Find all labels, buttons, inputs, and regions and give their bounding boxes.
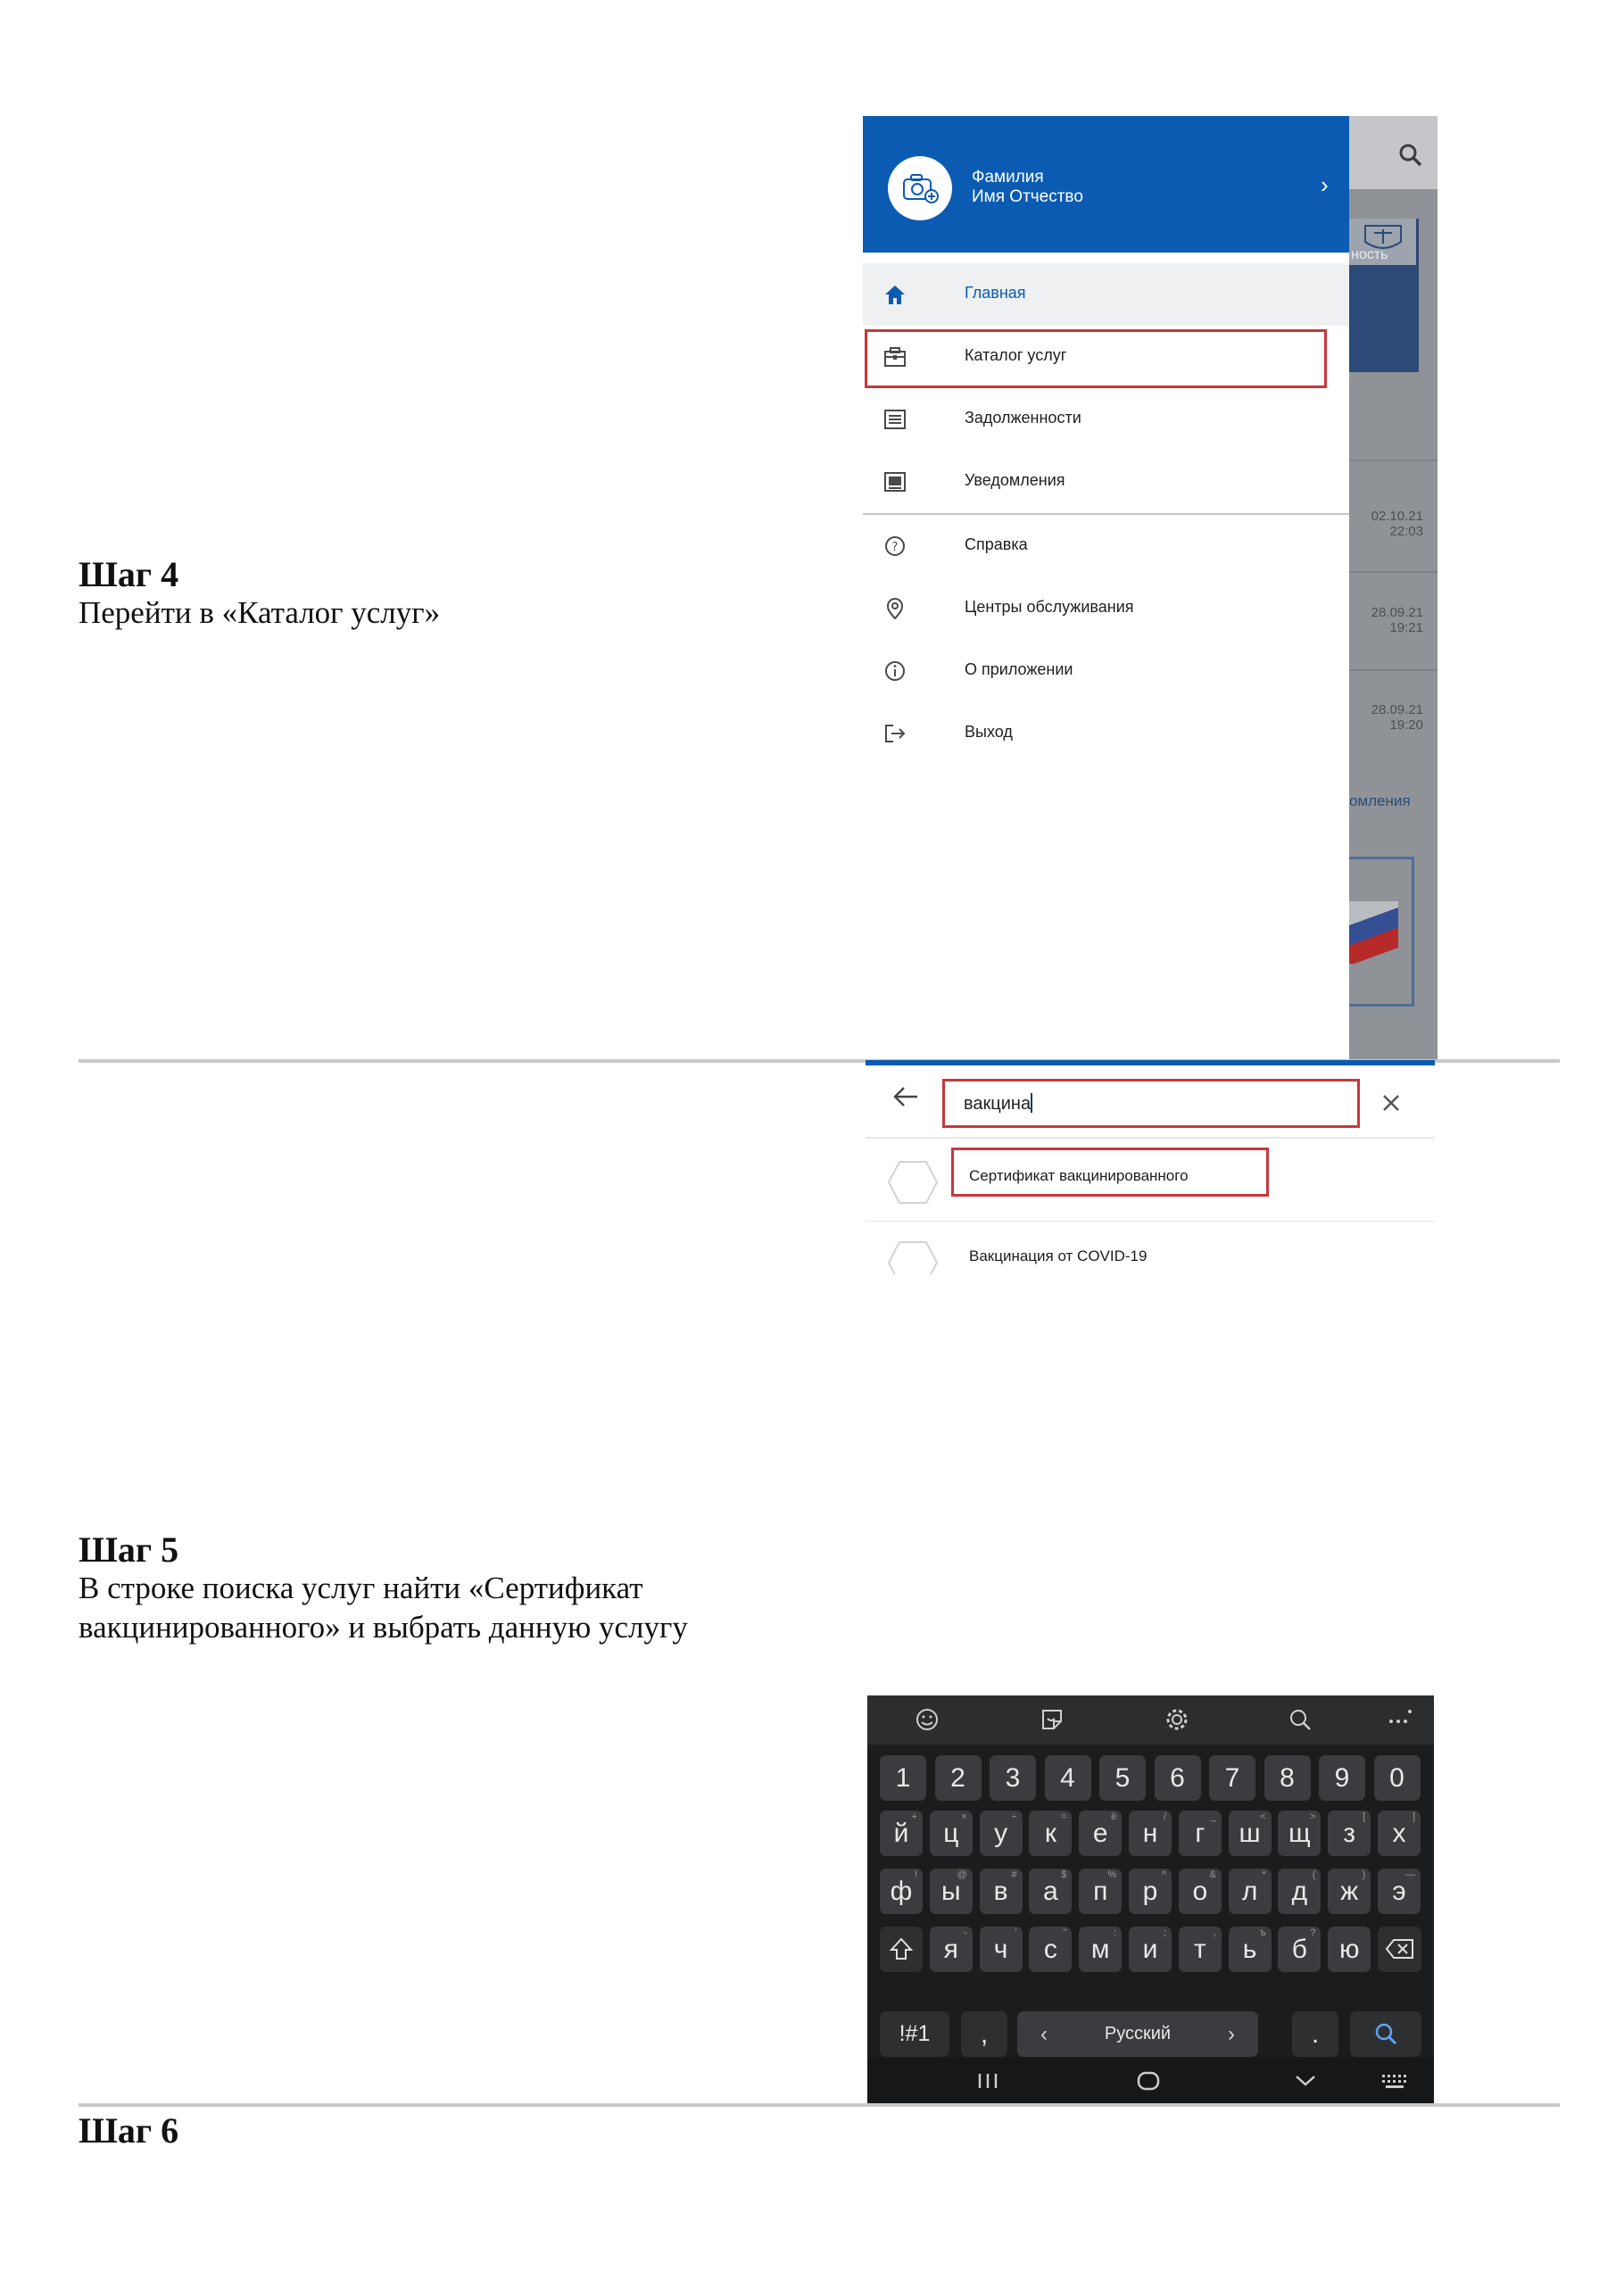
- key-secondary-label: ъ: [1259, 1927, 1266, 1938]
- symbols-key[interactable]: !#1: [880, 2011, 949, 2057]
- key-label: 9: [1334, 1763, 1350, 1793]
- home-button-icon[interactable]: [1135, 2070, 1162, 2092]
- key-secondary-label: [: [1363, 1811, 1366, 1822]
- letter-key[interactable]: [1129, 1869, 1172, 1914]
- letter-key[interactable]: [1229, 1927, 1272, 1972]
- flag-ribbon-image: [1349, 901, 1398, 964]
- user-last-name: Фамилия: [972, 168, 1044, 186]
- key-label: н: [1142, 1819, 1158, 1848]
- chevron-right-icon: ›: [1228, 2022, 1235, 2046]
- background-date: 28.09.21 19:21: [1371, 605, 1423, 635]
- avatar[interactable]: [888, 156, 952, 220]
- menu-item-debts[interactable]: [863, 388, 1349, 451]
- space-bar-label: Русский: [1104, 2024, 1172, 2043]
- key-label: 2: [950, 1763, 965, 1793]
- letter-key[interactable]: [930, 1927, 973, 1972]
- background-link: омления: [1349, 792, 1411, 809]
- letter-key[interactable]: [930, 1811, 973, 1856]
- key-secondary-label: >: [1309, 1811, 1316, 1822]
- key-secondary-label: (: [1312, 1869, 1316, 1880]
- key-label: е: [1092, 1819, 1108, 1848]
- key-label: ф: [890, 1877, 913, 1906]
- key-label: п: [1093, 1877, 1108, 1906]
- key-secondary-label: =: [1060, 1811, 1067, 1822]
- menu-item-logout[interactable]: [863, 702, 1349, 765]
- hide-keyboard-icon[interactable]: [1292, 2070, 1319, 2092]
- key-label: о: [1192, 1877, 1208, 1906]
- key-label: ь: [1242, 1935, 1257, 1964]
- section-divider: [79, 2103, 1560, 2107]
- key-label: 3: [1005, 1763, 1021, 1793]
- key-label: л: [1241, 1877, 1258, 1906]
- letter-key[interactable]: [1179, 1927, 1222, 1972]
- navigation-bar: [867, 2058, 1434, 2104]
- menu-item-service-centers[interactable]: [863, 577, 1349, 640]
- key-secondary-label: ?: [1310, 1927, 1316, 1938]
- sticker-icon[interactable]: [1039, 1706, 1065, 1733]
- step-4-text: Перейти в «Каталог услуг»: [79, 595, 441, 630]
- key-label: 5: [1114, 1763, 1131, 1793]
- key-secondary-label: ': [1015, 1927, 1017, 1938]
- letter-key[interactable]: [1328, 1927, 1371, 1972]
- background-divider: [1349, 460, 1438, 461]
- result-label: Вакцинация от COVID-19: [969, 1247, 1148, 1264]
- search-result-item[interactable]: [866, 1226, 1435, 1274]
- letter-key[interactable]: [1179, 1811, 1222, 1856]
- key-label: х: [1392, 1819, 1406, 1848]
- background-divider: [1349, 669, 1438, 671]
- letter-key[interactable]: [1378, 1811, 1421, 1856]
- result-divider: [866, 1221, 1435, 1222]
- letter-key[interactable]: [1079, 1927, 1122, 1972]
- key-label: э: [1392, 1877, 1406, 1906]
- key-label: я: [943, 1935, 958, 1964]
- key-label: м: [1090, 1935, 1110, 1964]
- step-5-text: В строке поиска услуг найти «Сертификат вакцинированного» и выбрать данную услугу: [79, 1571, 688, 1645]
- letter-key[interactable]: [1129, 1811, 1172, 1856]
- gear-icon[interactable]: [1164, 1706, 1190, 1733]
- recent-apps-icon[interactable]: [974, 2070, 1001, 2092]
- key-label: 6: [1170, 1763, 1185, 1793]
- number-key[interactable]: [935, 1755, 982, 1801]
- number-key[interactable]: [1099, 1755, 1146, 1801]
- step-4-title: Шаг 4: [79, 554, 179, 594]
- number-key[interactable]: [1155, 1755, 1201, 1801]
- menu-item-label: Справка: [965, 535, 1028, 553]
- key-secondary-label: -: [964, 1927, 967, 1938]
- comma-key[interactable]: ,: [961, 2011, 1007, 2057]
- home-icon: [882, 283, 907, 306]
- top-accent-bar: [866, 1060, 1435, 1065]
- key-label: т: [1193, 1935, 1206, 1964]
- key-secondary-label: :: [1114, 1927, 1117, 1938]
- number-key[interactable]: [880, 1755, 926, 1801]
- key-label: с: [1043, 1935, 1057, 1964]
- number-key[interactable]: [1319, 1755, 1365, 1801]
- letter-key[interactable]: [1029, 1927, 1072, 1972]
- letter-key[interactable]: [930, 1869, 973, 1914]
- camera-add-icon: [902, 172, 940, 204]
- letter-key[interactable]: [1129, 1927, 1172, 1972]
- letter-key[interactable]: [880, 1869, 923, 1914]
- menu-item-label: Главная: [965, 284, 1026, 302]
- service-icon: [887, 1239, 939, 1274]
- debts-icon: [882, 408, 907, 431]
- info-icon: [882, 659, 907, 683]
- search-query: вакцина: [964, 1094, 1032, 1114]
- key-label: ш: [1239, 1819, 1261, 1848]
- background-date: 28.09.21 19:20: [1371, 702, 1423, 733]
- highlight-frame: [865, 329, 1327, 388]
- number-key[interactable]: [990, 1755, 1036, 1801]
- key-label: 7: [1224, 1763, 1240, 1793]
- key-secondary-label: ё: [1111, 1811, 1117, 1822]
- number-key[interactable]: [1209, 1755, 1255, 1801]
- key-label: ы: [941, 1877, 961, 1906]
- key-label: 8: [1280, 1763, 1295, 1793]
- letter-key[interactable]: [980, 1811, 1023, 1856]
- key-label: щ: [1288, 1819, 1311, 1848]
- backspace-key[interactable]: [1378, 1927, 1421, 1972]
- number-key[interactable]: [1374, 1755, 1421, 1801]
- keyboard-toolbar: [867, 1695, 1434, 1745]
- key-secondary-label: !: [914, 1869, 917, 1880]
- key-secondary-label: *: [1262, 1869, 1266, 1880]
- search-icon: [1372, 2020, 1399, 2047]
- letter-key[interactable]: [1278, 1927, 1321, 1972]
- key-label: й: [893, 1819, 909, 1848]
- key-label: ц: [943, 1819, 959, 1848]
- menu-item-label: Уведомления: [965, 471, 1065, 489]
- background-card-top: [1349, 219, 1416, 265]
- chevron-right-icon[interactable]: ›: [1321, 171, 1329, 198]
- key-secondary-label: $: [1061, 1869, 1067, 1880]
- highlight-frame: [951, 1148, 1269, 1197]
- key-secondary-label: ]: [1412, 1811, 1415, 1822]
- letter-key[interactable]: [1229, 1869, 1272, 1914]
- letter-key[interactable]: [1029, 1811, 1072, 1856]
- user-name: [972, 168, 1083, 207]
- menu-item-about[interactable]: [863, 640, 1349, 702]
- key-secondary-label: ": [1063, 1927, 1067, 1938]
- key-secondary-label: %: [1107, 1869, 1117, 1880]
- step-5-title: Шаг 5: [79, 1529, 179, 1570]
- letter-key[interactable]: [880, 1811, 923, 1856]
- key-label: в: [993, 1877, 1008, 1906]
- key-label: к: [1044, 1819, 1056, 1848]
- backspace-icon: [1385, 1937, 1415, 1960]
- key-label: р: [1142, 1877, 1158, 1906]
- letter-key[interactable]: [1079, 1811, 1122, 1856]
- key-secondary-label: _: [1210, 1811, 1216, 1822]
- step-6-title: Шаг 6: [79, 2110, 179, 2151]
- key-secondary-label: +: [911, 1811, 917, 1822]
- key-secondary-label: &: [1209, 1869, 1216, 1880]
- more-icon[interactable]: [1385, 1706, 1412, 1733]
- drawer-screenshot: [863, 116, 1438, 1060]
- period-key[interactable]: .: [1292, 2011, 1338, 2057]
- back-arrow-icon[interactable]: [892, 1085, 919, 1108]
- key-secondary-label: <: [1260, 1811, 1266, 1822]
- service-icon: [887, 1159, 939, 1206]
- shift-key[interactable]: [880, 1927, 923, 1972]
- key-label: 1: [895, 1763, 911, 1793]
- letter-key[interactable]: [1179, 1869, 1222, 1914]
- help-icon: [882, 535, 907, 558]
- background-card-fragment: ность: [1351, 247, 1388, 262]
- drawer-header[interactable]: [863, 116, 1349, 253]
- letter-key[interactable]: [1079, 1869, 1122, 1914]
- key-secondary-label: ÷: [1011, 1811, 1017, 1822]
- key-label: г: [1195, 1819, 1206, 1848]
- keyboard-screenshot: [867, 1695, 1434, 2104]
- shift-icon: [889, 1936, 914, 1961]
- key-label: д: [1291, 1877, 1308, 1906]
- letter-key[interactable]: [980, 1869, 1023, 1914]
- search-icon[interactable]: [1287, 1706, 1313, 1733]
- background-divider: [1349, 571, 1438, 573]
- number-key[interactable]: [1264, 1755, 1311, 1801]
- key-secondary-label: #: [1011, 1869, 1017, 1880]
- emoji-icon[interactable]: [914, 1706, 940, 1733]
- logout-icon: [882, 722, 907, 745]
- background-toolbar: [1349, 116, 1438, 189]
- key-label: ч: [993, 1935, 1008, 1964]
- search-screenshot: [866, 1060, 1435, 1274]
- space-bar[interactable]: [1017, 2011, 1258, 2057]
- text-cursor: [1031, 1093, 1032, 1113]
- key-secondary-label: ×: [961, 1811, 967, 1822]
- letter-key[interactable]: [1278, 1811, 1321, 1856]
- key-label: а: [1043, 1877, 1058, 1906]
- key-secondary-label: ;: [1163, 1927, 1166, 1938]
- letter-key[interactable]: [1029, 1869, 1072, 1914]
- menu-item-notifications[interactable]: [863, 451, 1349, 513]
- letter-key[interactable]: [1378, 1869, 1421, 1914]
- letter-key[interactable]: [1328, 1811, 1371, 1856]
- search-icon[interactable]: [1398, 143, 1423, 168]
- menu-item-help[interactable]: [863, 515, 1349, 577]
- search-divider: [866, 1137, 1435, 1139]
- number-key[interactable]: [1045, 1755, 1091, 1801]
- key-label: у: [994, 1819, 1008, 1848]
- key-label: б: [1291, 1935, 1307, 1964]
- key-label: 0: [1389, 1763, 1404, 1793]
- key-secondary-label: ): [1362, 1869, 1366, 1880]
- key-secondary-label: —: [1405, 1869, 1415, 1880]
- menu-item-home[interactable]: [863, 263, 1349, 326]
- key-label: 4: [1060, 1763, 1075, 1793]
- key-label: ю: [1338, 1935, 1360, 1964]
- key-label: з: [1343, 1819, 1356, 1848]
- key-secondary-label: /: [1163, 1811, 1166, 1822]
- letter-key[interactable]: [980, 1927, 1023, 1972]
- key-secondary-label: ^: [1161, 1869, 1166, 1880]
- key-secondary-label: ,: [1213, 1927, 1216, 1938]
- letter-key[interactable]: [1278, 1869, 1321, 1914]
- menu-item-label: О приложении: [965, 660, 1073, 678]
- notifications-icon: [882, 470, 907, 493]
- key-label: ж: [1340, 1877, 1359, 1906]
- menu-item-label: Каталог услуг: [965, 346, 1067, 364]
- close-icon[interactable]: [1381, 1093, 1401, 1113]
- search-key[interactable]: [1350, 2011, 1421, 2057]
- letter-key[interactable]: [1328, 1869, 1371, 1914]
- menu-item-label: Центры обслуживания: [965, 598, 1134, 616]
- background-date: 02.10.21 22:03: [1371, 509, 1423, 539]
- key-secondary-label: @: [957, 1869, 967, 1880]
- key-label: и: [1142, 1935, 1158, 1964]
- letter-key[interactable]: [1229, 1811, 1272, 1856]
- keyboard-switch-icon[interactable]: [1380, 2070, 1413, 2092]
- result-label: Сертификат вакцинированного: [969, 1167, 1189, 1184]
- user-first-middle-name: Имя Отчество: [972, 187, 1083, 206]
- chevron-left-icon: ‹: [1040, 2022, 1048, 2046]
- menu-item-label: Выход: [965, 723, 1013, 741]
- location-pin-icon: [882, 597, 907, 620]
- menu-item-label: Задолженности: [965, 409, 1081, 427]
- svg-text:?: ?: [891, 541, 899, 554]
